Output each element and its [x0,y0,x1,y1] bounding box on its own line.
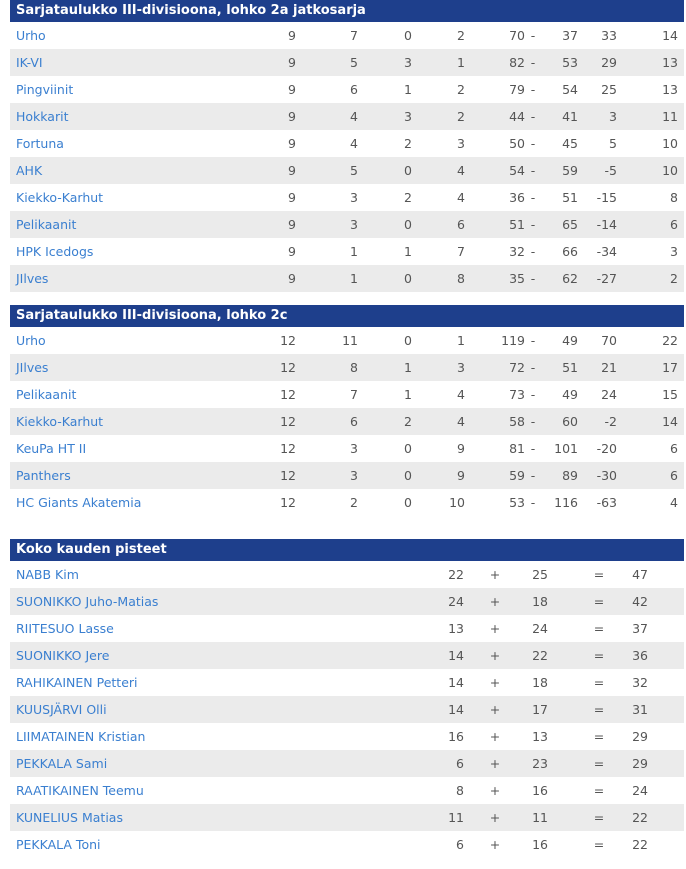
cell-l: 8 [457,271,465,286]
cell-gf: 50 [509,136,525,151]
team-name-link[interactable]: HPK Icedogs [16,244,94,259]
cell-plus: + [489,810,501,825]
cell-plus: + [489,648,501,663]
cell-l: 9 [457,441,465,456]
cell-ga: 66 [562,244,578,259]
cell-plus: + [489,756,501,771]
team-name-link[interactable]: Panthers [16,468,71,483]
team-name-link[interactable]: KeuPa HT II [16,441,87,456]
cell-t: 1 [404,82,412,97]
cell-gf: 59 [509,468,525,483]
cell-pts: 10 [662,136,678,151]
player-name-link[interactable]: KUUSJÄRVI Olli [16,702,107,717]
player-name-link[interactable]: PEKKALA Toni [16,837,101,852]
standings-2a-row [10,157,684,184]
cell-ga: 41 [562,109,578,124]
cell-a: 22 [532,648,548,663]
cell-diff: -63 [596,495,617,510]
cell-sep: - [530,28,536,43]
cell-w: 7 [350,28,358,43]
cell-l: 9 [457,468,465,483]
standings-2c-row [10,489,684,516]
cell-a: 11 [532,810,548,825]
cell-gf: 119 [501,333,525,348]
scorer-row [10,696,684,723]
standings-2a-rows [10,22,684,292]
cell-diff: 5 [609,136,617,151]
cell-gf: 79 [509,82,525,97]
cell-l: 4 [457,387,465,402]
cell-l: 4 [457,163,465,178]
player-name-link[interactable]: RAATIKAINEN Teemu [16,783,144,798]
standings-2a-row [10,103,684,130]
cell-pts: 22 [632,810,648,825]
cell-pts: 14 [662,28,678,43]
cell-l: 1 [457,333,465,348]
cell-pts: 42 [632,594,648,609]
cell-gf: 51 [509,217,525,232]
cell-l: 7 [457,244,465,259]
cell-ga: 49 [562,333,578,348]
cell-ga: 89 [562,468,578,483]
team-name-link[interactable]: AHK [16,163,43,178]
cell-gf: 72 [509,360,525,375]
cell-gp: 12 [280,441,296,456]
cell-gp: 12 [280,360,296,375]
standings-2a-row [10,22,684,49]
cell-a: 16 [532,783,548,798]
cell-diff: -2 [604,414,617,429]
cell-l: 1 [457,55,465,70]
cell-pts: 36 [632,648,648,663]
cell-pts: 4 [670,495,678,510]
cell-a: 18 [532,594,548,609]
cell-diff: 29 [601,55,617,70]
player-name-link[interactable]: KUNELIUS Matias [16,810,123,825]
cell-w: 4 [350,136,358,151]
cell-plus: + [489,594,501,609]
cell-t: 3 [404,109,412,124]
cell-eq: = [593,837,605,852]
cell-t: 0 [404,468,412,483]
cell-eq: = [593,675,605,690]
cell-g: 16 [448,729,464,744]
cell-t: 1 [404,387,412,402]
cell-eq: = [593,729,605,744]
cell-l: 2 [457,109,465,124]
cell-w: 5 [350,55,358,70]
cell-diff: -5 [604,163,617,178]
cell-ga: 51 [562,190,578,205]
cell-diff: 3 [609,109,617,124]
standings-2a-section [10,0,684,292]
cell-gf: 54 [509,163,525,178]
cell-a: 23 [532,756,548,771]
cell-sep: - [530,217,536,232]
cell-gf: 73 [509,387,525,402]
cell-a: 17 [532,702,548,717]
team-name-link[interactable]: Kiekko-Karhut [16,190,104,205]
cell-a: 16 [532,837,548,852]
cell-eq: = [593,702,605,717]
cell-g: 8 [456,783,464,798]
cell-ga: 51 [562,360,578,375]
cell-pts: 2 [670,271,678,286]
standings-2a-row [10,130,684,157]
cell-w: 2 [350,495,358,510]
cell-gf: 36 [509,190,525,205]
cell-eq: = [593,783,605,798]
cell-ga: 45 [562,136,578,151]
cell-pts: 14 [662,414,678,429]
cell-t: 0 [404,163,412,178]
cell-gf: 53 [509,495,525,510]
standings-2a-row [10,238,684,265]
cell-diff: 70 [601,333,617,348]
cell-gp: 9 [288,271,296,286]
cell-gp: 12 [280,387,296,402]
cell-g: 14 [448,648,464,663]
cell-pts: 22 [632,837,648,852]
scorer-row [10,588,684,615]
cell-sep: - [530,271,536,286]
cell-w: 1 [350,271,358,286]
standings-2c-row [10,408,684,435]
cell-t: 0 [404,217,412,232]
cell-g: 22 [448,567,464,582]
season-points-rows [10,561,684,858]
cell-t: 1 [404,244,412,259]
cell-ga: 37 [562,28,578,43]
cell-t: 0 [404,271,412,286]
cell-ga: 116 [554,495,578,510]
cell-l: 4 [457,190,465,205]
cell-gf: 32 [509,244,525,259]
cell-eq: = [593,648,605,663]
cell-pts: 15 [662,387,678,402]
cell-w: 6 [350,82,358,97]
cell-gp: 9 [288,244,296,259]
cell-pts: 6 [670,217,678,232]
cell-gp: 12 [280,414,296,429]
standings-2a-row [10,265,684,292]
cell-ga: 49 [562,387,578,402]
cell-gf: 44 [509,109,525,124]
cell-eq: = [593,567,605,582]
cell-l: 3 [457,136,465,151]
cell-diff: 24 [601,387,617,402]
cell-g: 24 [448,594,464,609]
cell-gp: 9 [288,217,296,232]
cell-g: 14 [448,702,464,717]
cell-gp: 9 [288,82,296,97]
cell-diff: 25 [601,82,617,97]
cell-sep: - [530,333,536,348]
cell-plus: + [489,729,501,744]
scorer-row [10,642,684,669]
cell-plus: + [489,783,501,798]
cell-t: 0 [404,28,412,43]
cell-g: 13 [448,621,464,636]
cell-diff: -30 [596,468,617,483]
scorer-row [10,669,684,696]
cell-diff: 33 [601,28,617,43]
team-name-link[interactable]: Pelikaanit [16,217,77,232]
cell-pts: 22 [662,333,678,348]
season-points-section [10,539,684,858]
cell-t: 0 [404,441,412,456]
cell-eq: = [593,756,605,771]
cell-l: 6 [457,217,465,232]
cell-plus: + [489,702,501,717]
standings-2a-row [10,184,684,211]
cell-a: 24 [532,621,548,636]
cell-pts: 24 [632,783,648,798]
cell-pts: 11 [662,109,678,124]
scorer-row [10,804,684,831]
standings-2c-row [10,381,684,408]
cell-sep: - [530,190,536,205]
cell-ga: 59 [562,163,578,178]
season-points-title: Koko kauden pisteet [10,539,684,561]
cell-a: 25 [532,567,548,582]
cell-pts: 47 [632,567,648,582]
cell-w: 1 [350,244,358,259]
cell-t: 2 [404,414,412,429]
cell-eq: = [593,621,605,636]
cell-w: 7 [350,387,358,402]
standings-2c-section [10,305,684,516]
cell-diff: 21 [601,360,617,375]
cell-a: 13 [532,729,548,744]
standings-2a-row [10,76,684,103]
cell-w: 3 [350,190,358,205]
cell-t: 1 [404,360,412,375]
player-name-link[interactable]: NABB Kim [16,567,79,582]
cell-gf: 82 [509,55,525,70]
cell-sep: - [530,468,536,483]
cell-w: 4 [350,109,358,124]
cell-w: 3 [350,441,358,456]
cell-gp: 9 [288,163,296,178]
cell-gp: 9 [288,109,296,124]
cell-gp: 9 [288,190,296,205]
cell-pts: 13 [662,55,678,70]
team-name-link[interactable]: HC Giants Akatemia [16,495,142,510]
cell-pts: 29 [632,756,648,771]
cell-sep: - [530,360,536,375]
player-name-link[interactable]: SUONIKKO Juho-Matias [16,594,159,609]
cell-diff: -27 [596,271,617,286]
team-name-link[interactable]: Urho [16,333,46,348]
cell-w: 5 [350,163,358,178]
cell-gp: 12 [280,333,296,348]
cell-pts: 8 [670,190,678,205]
team-name-link[interactable]: Fortuna [16,136,64,151]
team-name-link[interactable]: Pingviinit [16,82,74,97]
standings-2a-row [10,49,684,76]
cell-w: 11 [342,333,358,348]
scorer-row [10,615,684,642]
cell-pts: 29 [632,729,648,744]
team-name-link[interactable]: Hokkarit [16,109,69,124]
cell-l: 10 [449,495,465,510]
cell-gp: 12 [280,468,296,483]
player-name-link[interactable]: SUONIKKO Jere [16,648,110,663]
cell-gp: 12 [280,495,296,510]
cell-ga: 54 [562,82,578,97]
cell-t: 3 [404,55,412,70]
cell-gf: 70 [509,28,525,43]
cell-w: 3 [350,468,358,483]
cell-t: 0 [404,495,412,510]
cell-pts: 13 [662,82,678,97]
cell-w: 3 [350,217,358,232]
standings-2c-row [10,354,684,381]
cell-g: 11 [448,810,464,825]
scorer-row [10,561,684,588]
cell-l: 2 [457,28,465,43]
cell-sep: - [530,244,536,259]
cell-a: 18 [532,675,548,690]
team-name-link[interactable]: IK-VI [16,55,43,70]
scorer-row [10,723,684,750]
cell-gf: 58 [509,414,525,429]
cell-diff: -14 [596,217,617,232]
team-name-link[interactable]: JIlves [16,360,49,375]
cell-pts: 37 [632,621,648,636]
cell-gp: 9 [288,55,296,70]
player-name-link[interactable]: LIIMATAINEN Kristian [16,729,146,744]
team-name-link[interactable]: Pelikaanit [16,387,77,402]
player-name-link[interactable]: RIITESUO Lasse [16,621,114,636]
cell-plus: + [489,837,501,852]
cell-diff: -15 [596,190,617,205]
scorer-row [10,750,684,777]
cell-l: 2 [457,82,465,97]
cell-l: 3 [457,360,465,375]
cell-pts: 3 [670,244,678,259]
cell-g: 14 [448,675,464,690]
cell-sep: - [530,163,536,178]
cell-g: 6 [456,837,464,852]
player-name-link[interactable]: PEKKALA Sami [16,756,108,771]
cell-ga: 101 [554,441,578,456]
cell-gp: 9 [288,136,296,151]
cell-w: 6 [350,414,358,429]
scorer-row [10,777,684,804]
cell-sep: - [530,109,536,124]
cell-sep: - [530,495,536,510]
cell-pts: 17 [662,360,678,375]
cell-gp: 9 [288,28,296,43]
standings-2a-title: Sarjataulukko III-divisioona, lohko 2a jatkosarja [10,0,684,22]
cell-plus: + [489,567,501,582]
team-name-link[interactable]: JIlves [16,271,49,286]
cell-t: 2 [404,136,412,151]
cell-sep: - [530,55,536,70]
scorer-row [10,831,684,858]
cell-t: 0 [404,333,412,348]
team-name-link[interactable]: Kiekko-Karhut [16,414,104,429]
standings-2c-row [10,435,684,462]
standings-2c-title: Sarjataulukko III-divisioona, lohko 2c [10,305,684,327]
cell-sep: - [530,136,536,151]
standings-2a-row [10,211,684,238]
cell-sep: - [530,441,536,456]
cell-diff: -20 [596,441,617,456]
cell-ga: 65 [562,217,578,232]
cell-w: 8 [350,360,358,375]
cell-sep: - [530,387,536,402]
cell-sep: - [530,414,536,429]
cell-pts: 32 [632,675,648,690]
cell-plus: + [489,675,501,690]
cell-ga: 53 [562,55,578,70]
cell-g: 6 [456,756,464,771]
cell-gf: 35 [509,271,525,286]
cell-sep: - [530,82,536,97]
cell-pts: 6 [670,468,678,483]
cell-gf: 81 [509,441,525,456]
cell-ga: 62 [562,271,578,286]
cell-pts: 6 [670,441,678,456]
cell-l: 4 [457,414,465,429]
cell-ga: 60 [562,414,578,429]
cell-eq: = [593,810,605,825]
team-name-link[interactable]: Urho [16,28,46,43]
cell-plus: + [489,621,501,636]
cell-pts: 31 [632,702,648,717]
cell-pts: 10 [662,163,678,178]
standings-2c-rows [10,327,684,516]
standings-2c-row [10,462,684,489]
cell-diff: -34 [596,244,617,259]
player-name-link[interactable]: RAHIKAINEN Petteri [16,675,138,690]
cell-eq: = [593,594,605,609]
standings-2c-row [10,327,684,354]
cell-t: 2 [404,190,412,205]
